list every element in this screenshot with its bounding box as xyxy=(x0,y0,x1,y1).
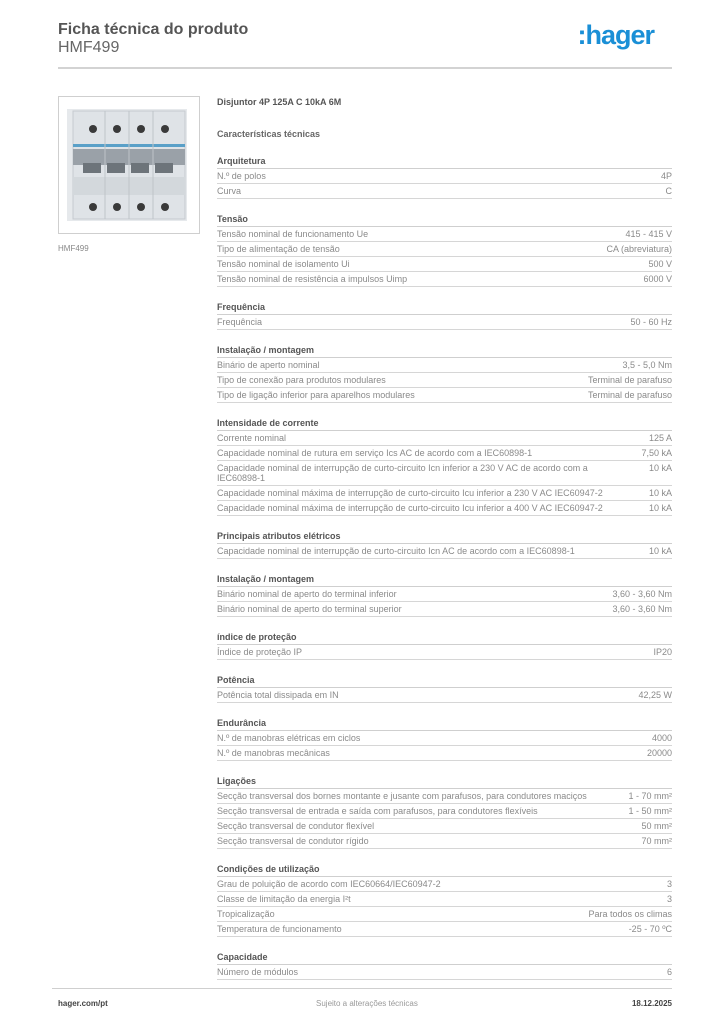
spec-section xyxy=(217,213,672,287)
spec-row xyxy=(217,834,672,849)
spec-label: Capacidade nominal de interrupção de curto-circuito Icn inferior a 230 V AC de acordo com a IEC60898-1 xyxy=(217,463,588,483)
footer-date: 18.12.2025 xyxy=(631,999,672,1008)
spec-label: Secção transversal de condutor rígido xyxy=(217,836,369,846)
section-title: índice de proteção xyxy=(217,631,672,645)
spec-row xyxy=(217,184,672,199)
footer-website-link[interactable]: hager.com/pt xyxy=(58,999,108,1008)
circuit-breaker-illustration xyxy=(59,97,199,233)
spec-value: 50 - 60 Hz xyxy=(630,317,672,327)
spec-heading: Características técnicas xyxy=(217,129,321,139)
spec-label: Secção transversal de condutor flexível xyxy=(217,821,375,831)
section-title: Frequência xyxy=(217,301,672,315)
spec-sections xyxy=(217,155,672,980)
spec-label: Capacidade nominal máxima de interrupção de curto-circuito Icu inferior a 230 V AC IEC60947-2 xyxy=(217,488,603,498)
spec-label: Tipo de conexão para produtos modulares xyxy=(217,375,386,385)
spec-value: 42,25 W xyxy=(638,690,672,700)
spec-label: Número de módulos xyxy=(217,967,299,977)
section-title: Intensidade de corrente xyxy=(217,417,672,431)
spec-label: Grau de poluição de acordo com IEC60664/IEC60947-2 xyxy=(217,879,441,889)
spec-value: 70 mm² xyxy=(641,836,672,846)
spec-row xyxy=(217,907,672,922)
spec-label: Curva xyxy=(217,186,242,196)
product-image xyxy=(58,96,200,234)
spec-row xyxy=(217,446,672,461)
spec-row xyxy=(217,486,672,501)
spec-section xyxy=(217,775,672,849)
spec-row xyxy=(217,373,672,388)
spec-value: 10 kA xyxy=(648,503,672,513)
spec-row xyxy=(217,242,672,257)
spec-value: C xyxy=(665,186,672,196)
spec-value: 6000 V xyxy=(643,274,672,284)
product-name: Disjuntor 4P 125A C 10kA 6M xyxy=(217,97,342,107)
spec-section xyxy=(217,417,672,516)
spec-section xyxy=(217,951,672,980)
spec-label: Capacidade nominal de interrupção de curto-circuito Icn AC de acordo com a IEC60898-1 xyxy=(217,546,575,556)
spec-row xyxy=(217,587,672,602)
spec-section xyxy=(217,530,672,559)
image-caption: HMF499 xyxy=(58,244,89,253)
section-title: Ligações xyxy=(217,775,672,789)
spec-row xyxy=(217,892,672,907)
spec-value: 4000 xyxy=(651,733,672,743)
spec-row xyxy=(217,645,672,660)
page-header xyxy=(58,20,672,57)
spec-label: Capacidade nominal de rutura em serviço Ics AC de acordo com a IEC60898-1 xyxy=(217,448,533,458)
spec-row xyxy=(217,746,672,761)
spec-row xyxy=(217,922,672,937)
hager-logo: :hager xyxy=(577,20,654,50)
spec-label: Tensão nominal de funcionamento Ue xyxy=(217,229,369,239)
spec-value: Terminal de parafuso xyxy=(587,375,672,385)
spec-value: Terminal de parafuso xyxy=(587,390,672,400)
spec-value: 415 - 415 V xyxy=(625,229,672,239)
spec-row xyxy=(217,877,672,892)
spec-row xyxy=(217,731,672,746)
spec-section xyxy=(217,155,672,199)
spec-value: 10 kA xyxy=(648,546,672,556)
spec-row xyxy=(217,169,672,184)
footer-disclaimer: Sujeito a alterações técnicas xyxy=(316,999,418,1008)
spec-row xyxy=(217,804,672,819)
spec-section xyxy=(217,344,672,403)
spec-row xyxy=(217,388,672,403)
spec-label: Binário nominal de aperto do terminal superior xyxy=(217,604,402,614)
spec-label: Frequência xyxy=(217,317,263,327)
spec-value: 3,60 - 3,60 Nm xyxy=(612,604,672,614)
spec-value: 500 V xyxy=(648,259,672,269)
spec-label: Tensão nominal de isolamento Ui xyxy=(217,259,350,269)
section-title: Capacidade xyxy=(217,951,672,965)
section-title: Condições de utilização xyxy=(217,863,672,877)
spec-row xyxy=(217,819,672,834)
spec-label: Classe de limitação da energia I²t xyxy=(217,894,351,904)
spec-label: Tipo de alimentação de tensão xyxy=(217,244,340,254)
spec-value: IP20 xyxy=(653,647,672,657)
spec-label: N.º de manobras mecânicas xyxy=(217,748,330,758)
section-title: Principais atributos elétricos xyxy=(217,530,672,544)
spec-value: 3 xyxy=(666,894,672,904)
spec-section xyxy=(217,573,672,617)
section-title: Endurância xyxy=(217,717,672,731)
spec-value: 7,50 kA xyxy=(641,448,672,458)
spec-value: 1 - 50 mm² xyxy=(628,806,672,816)
header-divider xyxy=(58,67,672,69)
spec-row xyxy=(217,227,672,242)
spec-row xyxy=(217,602,672,617)
spec-label: Potência total dissipada em IN xyxy=(217,690,339,700)
spec-section xyxy=(217,863,672,937)
section-title: Instalação / montagem xyxy=(217,344,672,358)
document-title: Ficha técnica do produto xyxy=(58,21,249,38)
spec-value: 4P xyxy=(660,171,672,181)
spec-label: Tipo de ligação inferior para aparelhos modulares xyxy=(217,390,415,400)
spec-value: 50 mm² xyxy=(641,821,672,831)
spec-label: Secção transversal dos bornes montante e jusante com parafusos, para condutores maciços xyxy=(217,791,587,801)
section-title: Arquitetura xyxy=(217,155,672,169)
spec-label: N.º de polos xyxy=(217,171,266,181)
spec-value: 125 A xyxy=(648,433,672,443)
spec-value: 10 kA xyxy=(648,463,672,473)
spec-section xyxy=(217,717,672,761)
spec-row xyxy=(217,688,672,703)
spec-value: CA (abreviatura) xyxy=(606,244,672,254)
spec-row xyxy=(217,358,672,373)
spec-label: Binário de aperto nominal xyxy=(217,360,320,370)
spec-label: Tensão nominal de resistência a impulsos Uimp xyxy=(217,274,408,284)
section-title: Potência xyxy=(217,674,672,688)
spec-row xyxy=(217,431,672,446)
spec-label: Capacidade nominal máxima de interrupção de curto-circuito Icu inferior a 400 V AC IEC60947-2 xyxy=(217,503,603,513)
spec-value: 10 kA xyxy=(648,488,672,498)
spec-row xyxy=(217,257,672,272)
product-code: HMF499 xyxy=(58,39,120,56)
spec-value: 3 xyxy=(666,879,672,889)
spec-value: 1 - 70 mm² xyxy=(628,791,672,801)
spec-row xyxy=(217,501,672,516)
spec-label: Binário nominal de aperto do terminal inferior xyxy=(217,589,397,599)
spec-row xyxy=(217,789,672,804)
spec-section xyxy=(217,631,672,660)
spec-row xyxy=(217,544,672,559)
spec-row xyxy=(217,272,672,287)
section-title: Instalação / montagem xyxy=(217,573,672,587)
spec-value: 3,5 - 5,0 Nm xyxy=(622,360,672,370)
spec-section xyxy=(217,301,672,330)
spec-label: Índice de proteção IP xyxy=(217,647,303,657)
spec-label: Tropicalização xyxy=(217,909,275,919)
spec-section xyxy=(217,674,672,703)
spec-value: 20000 xyxy=(646,748,672,758)
section-title: Tensão xyxy=(217,213,672,227)
spec-value: Para todos os climas xyxy=(588,909,672,919)
spec-label: Corrente nominal xyxy=(217,433,287,443)
spec-row xyxy=(217,315,672,330)
spec-label: N.º de manobras elétricas em ciclos xyxy=(217,733,361,743)
spec-row xyxy=(217,965,672,980)
spec-label: Temperatura de funcionamento xyxy=(217,924,342,934)
spec-label: Secção transversal de entrada e saída com parafusos, para condutores flexíveis xyxy=(217,806,538,816)
spec-row xyxy=(217,461,672,486)
spec-content xyxy=(217,96,672,980)
spec-value: 6 xyxy=(666,967,672,977)
spec-value: -25 - 70 ºC xyxy=(628,924,672,934)
spec-value: 3,60 - 3,60 Nm xyxy=(612,589,672,599)
footer-divider xyxy=(52,988,672,989)
